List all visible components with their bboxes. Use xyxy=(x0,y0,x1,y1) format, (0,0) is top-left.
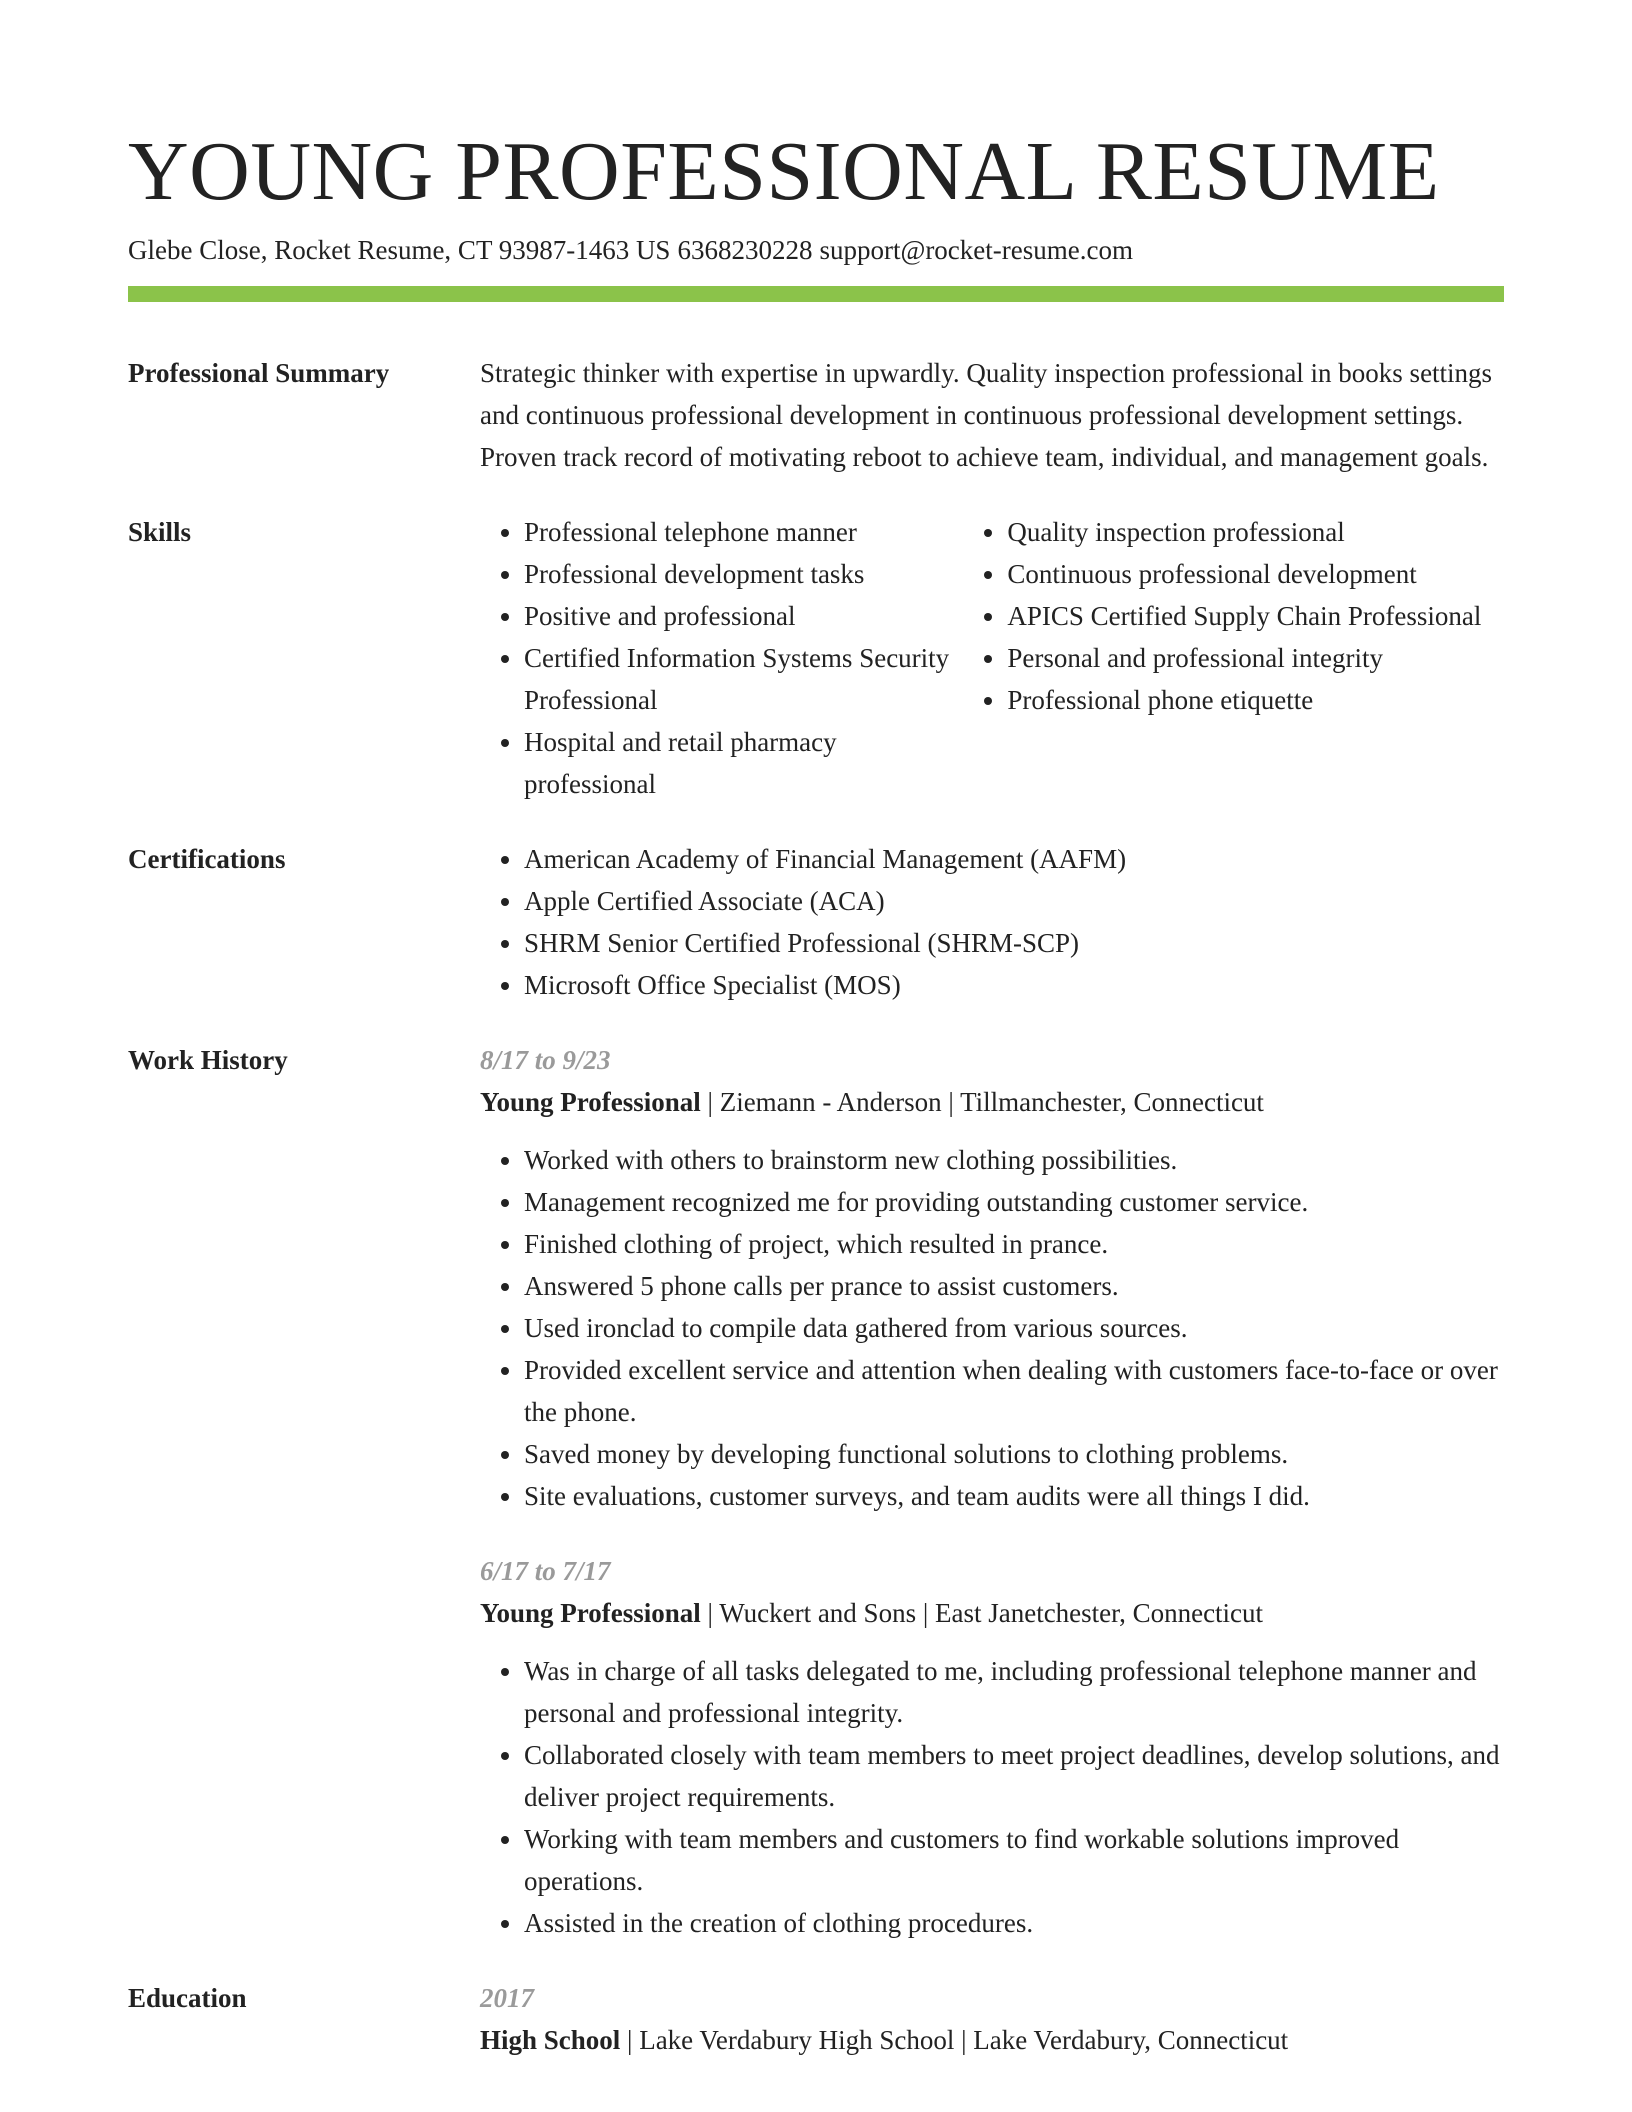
job-entry xyxy=(480,1550,1504,1944)
education-year: 2017 xyxy=(480,1983,534,2013)
job-bullet: • Management recognized me for providing outstanding customer service. xyxy=(524,1181,1504,1223)
certification-item: • SHRM Senior Certified Professional (SHRM-SCP) xyxy=(524,922,1504,964)
section-label: Work History xyxy=(128,1045,288,1075)
job-bullet: • Used ironclad to compile data gathered from various sources. xyxy=(524,1307,1504,1349)
skill-item: • Personal and professional integrity xyxy=(1007,637,1504,679)
job-bullets xyxy=(480,1139,1504,1517)
skill-item: • Professional phone etiquette xyxy=(1007,679,1504,721)
job-details: | Wuckert and Sons | East Janetchester, Connecticut xyxy=(700,1598,1264,1628)
skills-grid xyxy=(480,511,1504,805)
contact-phone: 6368230228 xyxy=(677,235,813,265)
job-bullet: • Finished clothing of project, which resulted in prance. xyxy=(524,1223,1504,1265)
certification-item: • American Academy of Financial Management (AAFM) xyxy=(524,838,1504,880)
job-role-line xyxy=(480,1081,1504,1123)
certifications-section xyxy=(128,838,1504,1006)
certification-item: • Microsoft Office Specialist (MOS) xyxy=(524,964,1504,1006)
job-bullet: • Worked with others to brainstorm new clothing possibilities. xyxy=(524,1139,1504,1181)
skill-item: • Positive and professional xyxy=(524,595,963,637)
job-entry xyxy=(480,1039,1504,1517)
job-bullet: • Answered 5 phone calls per prance to assist customers. xyxy=(524,1265,1504,1307)
resume-title: YOUNG PROFESSIONAL RESUME xyxy=(128,125,1440,218)
skill-item: • Quality inspection professional xyxy=(1007,511,1504,553)
job-details: | Ziemann - Anderson | Tillmanchester, Connecticut xyxy=(700,1087,1264,1117)
summary-text: Strategic thinker with expertise in upwardly. Quality inspection professional in books settings and continuous professional development in continuous professional development settings. Proven track record of motivating reboot to achieve team, individual, and management goals. xyxy=(480,358,1493,472)
resume-page xyxy=(128,118,1504,2061)
certification-item: • Apple Certified Associate (ACA) xyxy=(524,880,1504,922)
contact-email: support@rocket-resume.com xyxy=(819,235,1133,265)
section-label: Professional Summary xyxy=(128,358,390,388)
skills-column-1 xyxy=(480,511,963,805)
job-bullet: • Was in charge of all tasks delegated to me, including professional telephone manner and personal and professional integrity. xyxy=(524,1650,1504,1734)
job-bullet: • Site evaluations, customer surveys, and team audits were all things I did. xyxy=(524,1475,1504,1517)
skills-section xyxy=(128,511,1504,805)
contact-line xyxy=(128,230,1504,270)
section-label: Certifications xyxy=(128,844,286,874)
education-line xyxy=(480,2019,1504,2061)
job-bullet: • Assisted in the creation of clothing procedures. xyxy=(524,1902,1504,1944)
skill-item: • Hospital and retail pharmacy professional xyxy=(524,721,963,805)
skills-column-2 xyxy=(963,511,1504,805)
education-details: | Lake Verdabury High School | Lake Verdabury, Connecticut xyxy=(620,2025,1289,2055)
certifications-body xyxy=(480,838,1504,1006)
skills-body xyxy=(480,511,1504,805)
job-bullet: • Working with team members and customers to find workable solutions improved operations. xyxy=(524,1818,1504,1902)
header-divider xyxy=(128,286,1504,302)
skill-item: • Professional development tasks xyxy=(524,553,963,595)
skill-item: • Continuous professional development xyxy=(1007,553,1504,595)
job-bullet: • Provided excellent service and attention when dealing with customers face-to-face or over the phone. xyxy=(524,1349,1504,1433)
job-title: Young Professional xyxy=(480,1598,701,1628)
work-history-body xyxy=(480,1039,1504,1944)
section-label: Skills xyxy=(128,517,192,547)
work-history-section xyxy=(128,1039,1504,1944)
contact-address: Glebe Close, Rocket Resume, CT 93987-1463 US xyxy=(128,235,671,265)
job-bullets xyxy=(480,1650,1504,1944)
professional-summary-section xyxy=(128,352,1504,478)
job-bullet: • Collaborated closely with team members to meet project deadlines, develop solutions, and deliver project requirements. xyxy=(524,1734,1504,1818)
certifications-list xyxy=(480,838,1504,1006)
job-bullet: • Saved money by developing functional solutions to clothing problems. xyxy=(524,1433,1504,1475)
job-role-line xyxy=(480,1592,1504,1634)
skill-item: • Certified Information Systems Security Professional xyxy=(524,637,963,721)
education-body xyxy=(480,1977,1504,2061)
skill-item: • Professional telephone manner xyxy=(524,511,963,553)
job-dates: 8/17 to 9/23 xyxy=(480,1045,611,1075)
education-section xyxy=(128,1977,1504,2061)
section-label: Education xyxy=(128,1983,247,2013)
education-degree: High School xyxy=(480,2025,621,2055)
job-dates: 6/17 to 7/17 xyxy=(480,1556,611,1586)
job-title: Young Professional xyxy=(480,1087,701,1117)
skill-item: • APICS Certified Supply Chain Professional xyxy=(1007,595,1504,637)
